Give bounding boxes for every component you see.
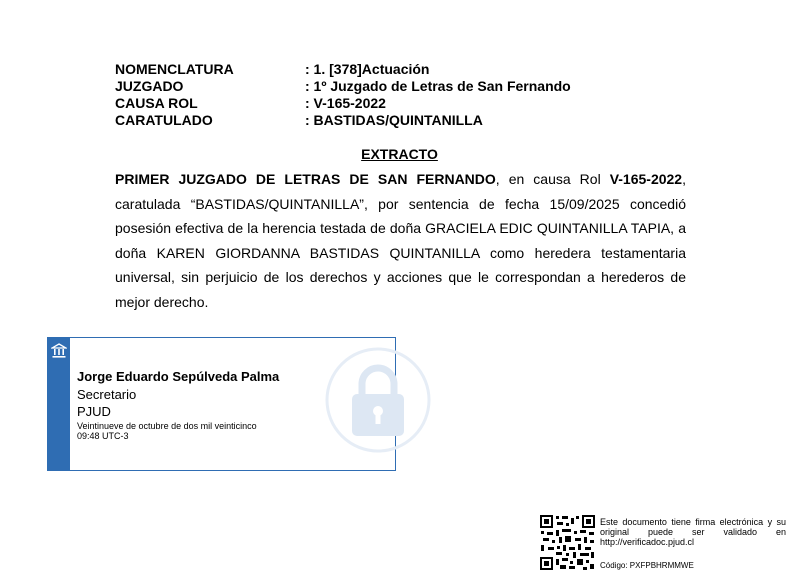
signer-role: Secretario — [77, 387, 137, 402]
qr-code-icon — [539, 514, 596, 571]
meta-key: JUZGADO — [115, 78, 184, 94]
meta-value: : 1º Juzgado de Letras de San Fernando — [305, 78, 571, 94]
meta-key: CARATULADO — [115, 112, 213, 128]
extract-body — [115, 167, 686, 314]
verification-code: Código: PXFPBHRMMWE — [600, 561, 694, 570]
signature-date: Veintinueve de octubre de dos mil veinticinco — [77, 421, 257, 431]
meta-value: : BASTIDAS/QUINTANILLA — [305, 112, 483, 128]
verification-notice: Este documento tiene firma electrónica y su original puede ser validado en http://verificadoc.pjud.cl — [600, 517, 786, 547]
signature-box — [47, 337, 396, 471]
case-rol: V-165-2022 — [609, 171, 683, 187]
signature-timestamp — [77, 421, 257, 441]
meta-row-causa-rol — [115, 95, 571, 112]
body-text-1: , en causa Rol — [495, 171, 610, 187]
signature-accent-bar — [48, 338, 70, 470]
meta-row-nomenclatura — [115, 61, 571, 78]
meta-row-juzgado — [115, 78, 571, 95]
extract-title: EXTRACTO — [361, 146, 438, 162]
meta-key: CAUSA ROL — [115, 95, 198, 111]
signer-org: PJUD — [77, 404, 111, 419]
meta-value: : V-165-2022 — [305, 95, 386, 111]
signature-time: 09:48 UTC-3 — [77, 431, 129, 441]
meta-row-caratulado — [115, 112, 571, 129]
case-metadata — [115, 61, 571, 129]
courthouse-icon — [51, 343, 67, 359]
lock-watermark-icon — [324, 346, 432, 454]
extract-title-wrap — [0, 146, 799, 162]
signer-name: Jorge Eduardo Sepúlveda Palma — [77, 369, 280, 384]
court-name: PRIMER JUZGADO DE LETRAS DE SAN FERNANDO — [115, 171, 496, 187]
meta-value: : 1. [378]Actuación — [305, 61, 430, 77]
body-text-2: , caratulada “BASTIDAS/QUINTANILLA”, por sentencia de fecha 15/09/2025 concedió posesión efectiva de la herencia testada de doña GRACIELA EDIC QUINTANILLA TAPIA, a doña KAREN GIORDANNA BASTIDAS QUINTANILLA como heredera testamentaria universal, sin perjuicio de los derechos y acciones que le correspondan a herederos de mejor derecho. — [115, 171, 686, 310]
meta-key: NOMENCLATURA — [115, 61, 234, 77]
